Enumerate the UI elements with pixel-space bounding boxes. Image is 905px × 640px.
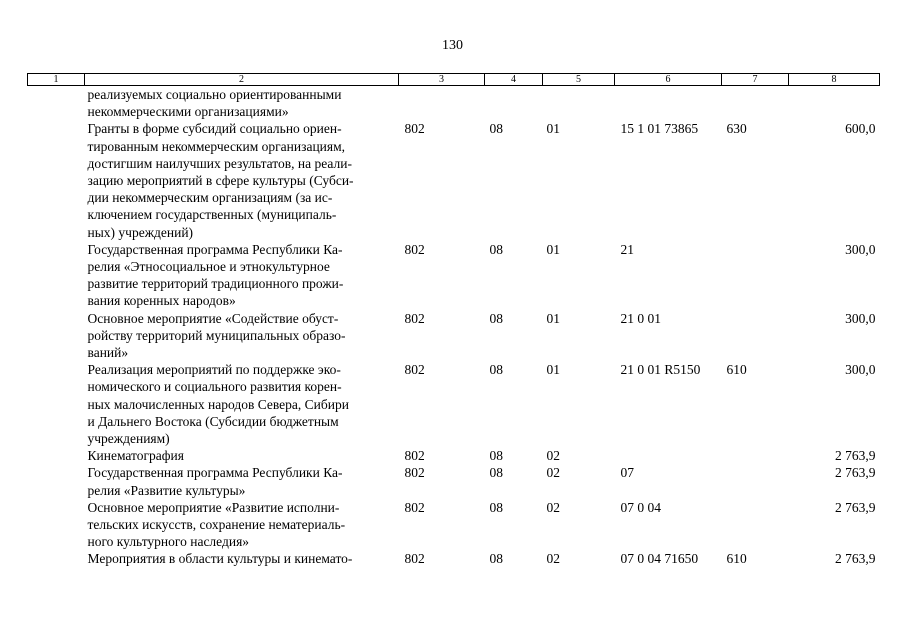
target-article-cell: 15 1 01 73865	[620, 121, 699, 137]
description-cell	[85, 464, 399, 498]
description-line: номического и социального развития корен-	[87, 379, 342, 395]
subsection-code-cell: 01	[546, 121, 560, 137]
description-line: реализуемых социально ориентированными	[87, 87, 342, 102]
description-cell	[85, 241, 399, 310]
description-cell	[85, 550, 399, 567]
column-header: 2	[85, 74, 399, 86]
description-cell	[85, 361, 399, 447]
target-article-cell: 21 0 01 R5150	[620, 362, 701, 378]
amount-cell: 300,0	[845, 241, 876, 257]
section-code-cell: 08	[489, 551, 503, 567]
table-row	[28, 550, 880, 567]
description-line: релия «Развитие культуры»	[87, 482, 246, 498]
description-line: Государственная программа Республики Ка-	[87, 465, 343, 481]
ministry-code-cell: 802	[404, 121, 425, 137]
description-cell	[85, 86, 399, 121]
expense-type-cell: 610	[726, 551, 747, 567]
subsection-code-cell: 02	[546, 499, 560, 515]
row-number-cell	[28, 499, 85, 551]
description-line: ключением государственных (муниципаль-	[87, 207, 337, 223]
section-code-cell: 08	[489, 241, 503, 257]
table-body	[28, 86, 880, 568]
ministry-code-cell: 802	[404, 499, 425, 515]
description-line: некоммерческими организациями»	[87, 104, 289, 120]
target-article-cell	[615, 86, 722, 121]
amount-cell: 2 763,9	[835, 465, 876, 481]
ministry-code-cell: 802	[404, 448, 425, 464]
expense-type-cell	[722, 86, 789, 121]
table-row	[28, 310, 880, 362]
amount-cell: 600,0	[845, 121, 876, 137]
section-code-cell: 08	[489, 465, 503, 481]
column-header: 8	[789, 74, 880, 86]
header-row	[28, 74, 880, 86]
description-line: вания коренных народов»	[87, 293, 236, 309]
ministry-code-cell: 802	[404, 362, 425, 378]
subsection-code-cell: 02	[546, 551, 560, 567]
description-cell	[85, 120, 399, 240]
description-line: ных) учреждений)	[87, 224, 194, 240]
row-number-cell	[28, 86, 85, 121]
expense-type-cell: 610	[726, 362, 747, 378]
description-line: Мероприятия в области культуры и кинемато-	[87, 551, 353, 567]
subsection-code-cell	[543, 86, 615, 121]
section-code-cell: 08	[489, 310, 503, 326]
description-line: Кинематография	[87, 448, 184, 464]
row-number-cell	[28, 120, 85, 240]
ministry-code-cell: 802	[404, 310, 425, 326]
subsection-code-cell: 01	[546, 362, 560, 378]
description-line: дии некоммерческим организациям (за ис-	[87, 190, 333, 206]
budget-table	[27, 73, 880, 568]
subsection-code-cell: 02	[546, 465, 560, 481]
table-row	[28, 447, 880, 464]
section-code-cell: 08	[489, 499, 503, 515]
description-line: тельских искусств, сохранение нематериаль-	[87, 517, 346, 533]
description-line: тированным некоммерческим организациям,	[87, 138, 346, 154]
description-line: Гранты в форме субсидий социально ориен-	[87, 121, 342, 137]
amount-cell: 300,0	[845, 362, 876, 378]
row-number-cell	[28, 447, 85, 464]
amount-cell	[789, 86, 880, 121]
expense-type-cell: 630	[726, 121, 747, 137]
expense-type-cell	[722, 310, 789, 362]
description-line: ных малочисленных народов Севера, Сибири	[87, 396, 349, 412]
expense-type-cell	[722, 241, 789, 310]
description-line: и Дальнего Востока (Субсидии бюджетным	[87, 413, 339, 429]
amount-cell: 2 763,9	[835, 448, 876, 464]
section-code-cell: 08	[489, 121, 503, 137]
subsection-code-cell: 01	[546, 310, 560, 326]
table-row	[28, 361, 880, 447]
expense-type-cell	[722, 464, 789, 498]
table-row	[28, 86, 880, 121]
column-header: 3	[399, 74, 485, 86]
ministry-code-cell: 802	[404, 241, 425, 257]
row-number-cell	[28, 361, 85, 447]
amount-cell: 300,0	[845, 310, 876, 326]
section-code-cell: 08	[489, 448, 503, 464]
column-header: 5	[543, 74, 615, 86]
ministry-code-cell: 802	[404, 551, 425, 567]
description-cell	[85, 499, 399, 551]
expense-type-cell	[722, 499, 789, 551]
target-article-cell	[615, 447, 722, 464]
table-row	[28, 499, 880, 551]
description-line: ройству территорий муниципальных образо-	[87, 327, 346, 343]
description-line: Реализация мероприятий по поддержке эко-	[87, 362, 341, 378]
table-row	[28, 241, 880, 310]
row-number-cell	[28, 550, 85, 567]
description-line: Основное мероприятие «Развитие исполни-	[87, 499, 340, 515]
ministry-code-cell	[399, 86, 485, 121]
amount-cell: 2 763,9	[835, 499, 876, 515]
amount-cell: 2 763,9	[835, 551, 876, 567]
section-code-cell: 08	[489, 362, 503, 378]
column-header: 4	[485, 74, 543, 86]
row-number-cell	[28, 241, 85, 310]
ministry-code-cell: 802	[404, 465, 425, 481]
table-row	[28, 464, 880, 498]
row-number-cell	[28, 464, 85, 498]
description-line: зацию мероприятий в сфере культуры (Субси-	[87, 173, 354, 189]
description-line: ваний»	[87, 345, 129, 361]
description-cell	[85, 447, 399, 464]
target-article-cell: 07 0 04 71650	[620, 551, 699, 567]
description-line: релия «Этносоциальное и этнокультурное	[87, 259, 330, 275]
table-row	[28, 120, 880, 240]
description-line: ного культурного наследия»	[87, 534, 250, 550]
target-article-cell: 21 0 01	[620, 310, 661, 326]
description-line: Государственная программа Республики Ка-	[87, 241, 343, 257]
target-article-cell: 07 0 04	[620, 499, 661, 515]
column-header: 7	[722, 74, 789, 86]
description-line: достигшим наилучших результатов, на реали-	[87, 155, 352, 171]
section-code-cell	[485, 86, 543, 121]
table-header	[28, 74, 880, 86]
target-article-cell: 21	[620, 241, 634, 257]
description-line: развитие территорий традиционного прожи-	[87, 276, 344, 292]
description-line: учреждениям)	[87, 431, 170, 447]
page-number: 130	[442, 38, 463, 53]
description-cell	[85, 310, 399, 362]
subsection-code-cell: 02	[546, 448, 560, 464]
row-number-cell	[28, 310, 85, 362]
column-header: 1	[28, 74, 85, 86]
subsection-code-cell: 01	[546, 241, 560, 257]
description-line: Основное мероприятие «Содействие обуст-	[87, 310, 339, 326]
target-article-cell: 07	[620, 465, 634, 481]
expense-type-cell	[722, 447, 789, 464]
column-header: 6	[615, 74, 722, 86]
